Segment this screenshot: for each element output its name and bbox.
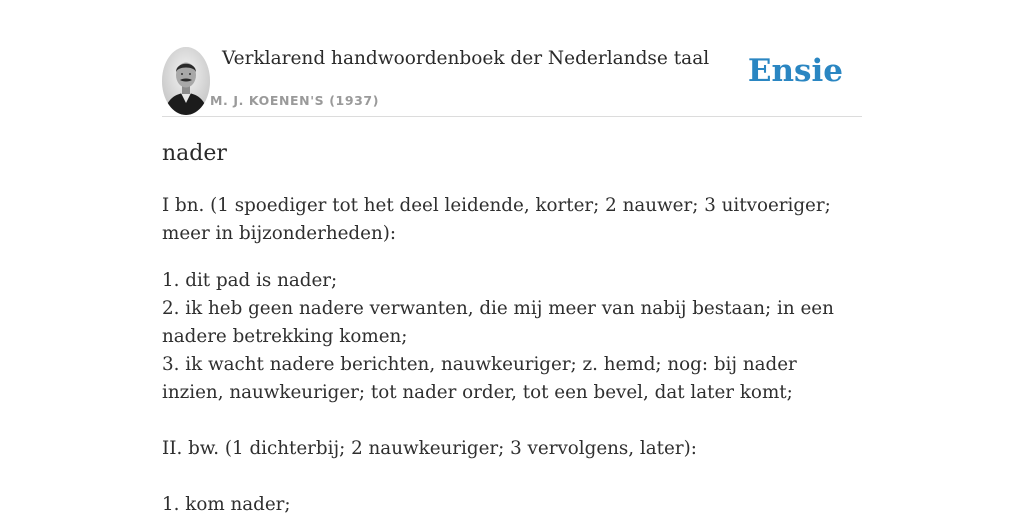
dictionary-author: M. J. KOENEN'S (1937) (210, 93, 380, 108)
section-2-intro: II. bw. (1 dichterbij; 2 nauwkeuriger; 3 vervolgens, later): (162, 438, 697, 459)
dictionary-title: Verklarend handwoordenboek der Nederlandse taal (222, 48, 710, 69)
section-1-item: 3. ik wacht nadere berichten, nauwkeuriger; z. hemd; nog: bij nader inzien, nauwkeuriger; tot nader order, tot een bevel, dat later komt; (162, 354, 797, 403)
ensie-logo-link[interactable]: Ensie (747, 53, 843, 89)
entry-headword: nader (162, 141, 227, 166)
section-2-item: 1. kom nader; (162, 494, 291, 515)
author-portrait-icon (162, 47, 210, 115)
dictionary-header (162, 46, 862, 117)
section-1-intro: I bn. (1 spoediger tot het deel leidende, korter; 2 nauwer; 3 uitvoeriger; meer in bijzonderheden): (162, 195, 831, 244)
section-1-items (162, 267, 862, 407)
section-1-item: 1. dit pad is nader; (162, 270, 338, 291)
entry-definition (162, 192, 862, 519)
section-1-item: 2. ik heb geen nadere verwanten, die mij meer van nabij bestaan; in een nadere betrekking komen; (162, 298, 834, 347)
section-2-items (162, 491, 862, 519)
page (162, 0, 862, 515)
